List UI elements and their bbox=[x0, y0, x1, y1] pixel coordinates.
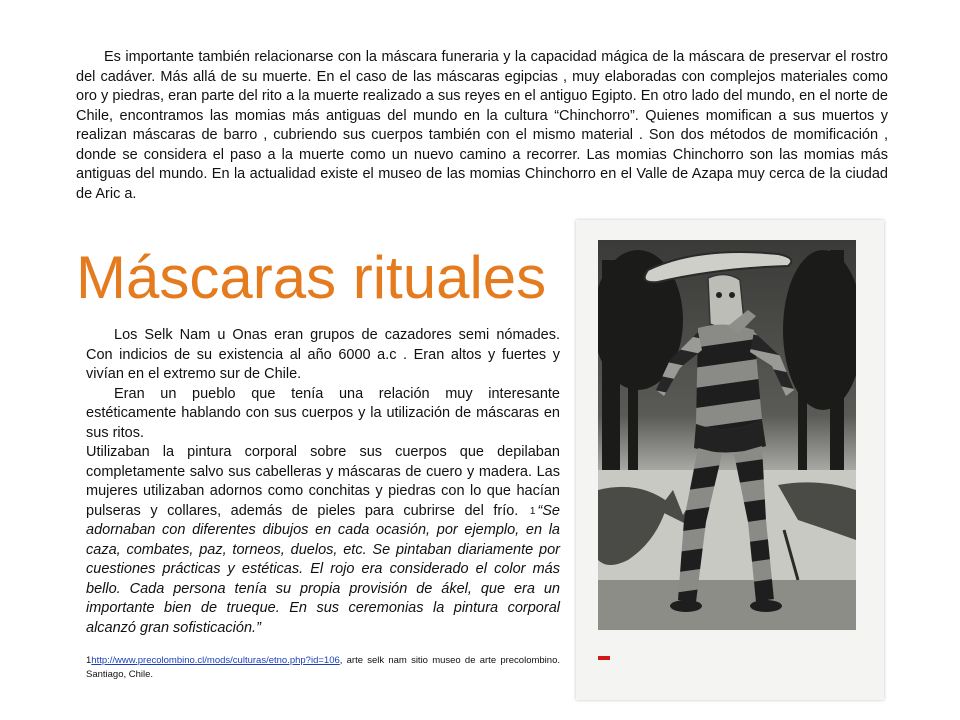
quote-text: “Se adornaban con diferentes dibujos en cada ocasión, por ejemplo, en la caza, combates, paz, torneos, duelos, etc. Se pintaban diariamente por cuestiones prácticas y estéticas. El rojo era considerado el color más bello. Cada persona tenía su propia provisión de ákel, que era un importante bien de trueque. En sus ceremonias la pintura corporal alcanzó gran sofisticación.” bbox=[86, 502, 560, 636]
footnote-text: , arte selk nam sitio museo de arte precolombino. Santiago, Chile. bbox=[86, 655, 560, 680]
photo-illustration bbox=[598, 240, 856, 630]
body-column bbox=[86, 326, 560, 638]
selk-nam-photo bbox=[598, 240, 856, 630]
footnote-link[interactable]: http://www.precolombino.cl/mods/culturas/etno.php?id=106 bbox=[91, 655, 340, 666]
red-mark bbox=[598, 656, 610, 660]
footnote bbox=[86, 654, 560, 682]
intro-text: Es importante también relacionarse con la máscara funeraria y la capacidad mágica de la máscara de preservar el rostro del cadáver. Más allá de su muerte. En el caso de las máscaras egipcias , muy elaboradas con complejos materiales como oro y piedras, eran parte del rito a la muerte realizado a sus reyes en el antiguo Egipto. En otro lado del mundo, en el norte de Chile, encontramos las momias más antiguas del mundo en la cultura “Chinchorro”. Quienes momifican a sus muertos y realizan máscaras de barro , cubriendo sus cuerpos también con el mismo material . Son dos métodos de momificación , donde se considera el paso a la muerte como un nuevo camino a recorrer. Las momias Chinchorro son las momias más antiguas del mundo. En la actualidad existe el museo de las momias Chinchorro en el Valle de Azapa muy cerca de la ciudad de Aric a. bbox=[76, 49, 888, 202]
body-paragraph-2: Eran un pueblo que tenía una relación muy interesante estéticamente hablando con sus cuerpos y la utilización de máscaras en sus ritos. bbox=[86, 385, 560, 441]
intro-paragraph bbox=[76, 48, 888, 204]
photo-frame bbox=[576, 220, 884, 700]
body-paragraph-1: Los Selk Nam u Onas eran grupos de cazadores semi nómades. Con indicios de su existencia al año 6000 a.c . Eran altos y fuertes y vivían en el extremo sur de Chile. bbox=[86, 327, 560, 382]
footnote-number: 1 bbox=[86, 655, 92, 666]
body-paragraph-3: Utilizaban la pintura corporal sobre sus cuerpos que depilaban completamente salvo sus cabelleras y máscaras de cuero y madera. Las mujeres utilizaban adornos como conchitas y piedras con lo que hacían pulseras y collares, además de pieles para cubrirse del frío. 1 “Se adornaban con diferentes dibujos en cada ocasión, por ejemplo, en la caza, combates, paz, torneos, duelos, etc. Se pintaban diariamente por cuestiones prácticas y estéticas. El rojo era considerado el color más bello. Cada persona tenía su propia provisión de ákel, que era un importante bien de trueque. En sus ceremonias la pintura corporal alcanzó gran sofisticación.” bbox=[86, 444, 560, 636]
page-title: Máscaras rituales bbox=[76, 244, 547, 311]
footnote-reference: 1 bbox=[529, 505, 536, 517]
